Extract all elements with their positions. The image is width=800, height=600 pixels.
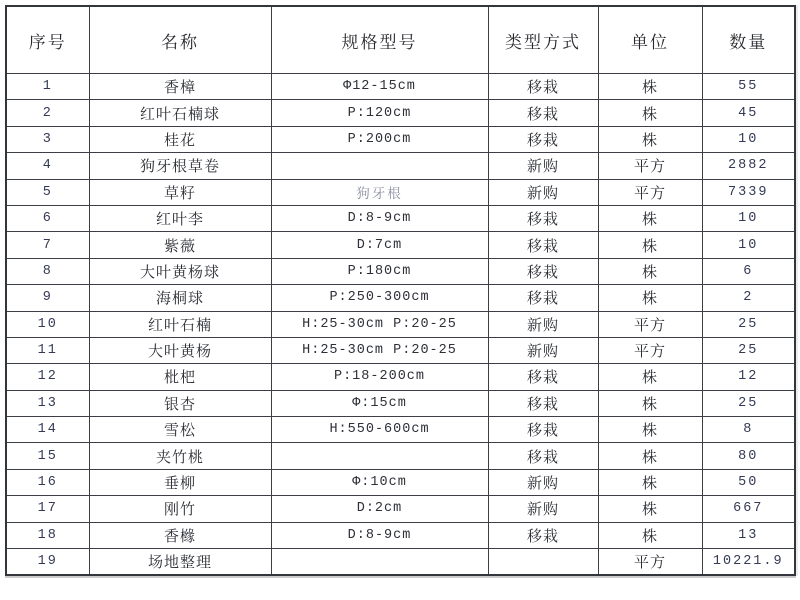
cell-name: 垂柳 [89, 469, 271, 495]
cell-index: 14 [6, 417, 89, 443]
table-row [6, 311, 795, 337]
cell-unit: 株 [598, 126, 702, 152]
table-row [6, 126, 795, 152]
cell-qty: 25 [702, 311, 795, 337]
cell-type: 新购 [488, 153, 598, 179]
table-row [6, 496, 795, 522]
table-row [6, 364, 795, 390]
cell-name: 红叶石楠球 [89, 100, 271, 126]
cell-name: 桂花 [89, 126, 271, 152]
cell-unit: 平方 [598, 549, 702, 576]
cell-name: 大叶黄杨 [89, 337, 271, 363]
cell-type: 移栽 [488, 417, 598, 443]
cell-spec: D:7cm [271, 232, 488, 258]
cell-type: 移栽 [488, 443, 598, 469]
cell-spec: P:18-200cm [271, 364, 488, 390]
cell-type: 移栽 [488, 100, 598, 126]
cell-unit: 株 [598, 364, 702, 390]
cell-unit: 平方 [598, 311, 702, 337]
cell-index: 16 [6, 469, 89, 495]
cell-spec: H:550-600cm [271, 417, 488, 443]
cell-name: 刚竹 [89, 496, 271, 522]
cell-index: 1 [6, 74, 89, 100]
cell-index: 3 [6, 126, 89, 152]
cell-spec [271, 443, 488, 469]
cell-unit: 株 [598, 285, 702, 311]
cell-unit: 平方 [598, 337, 702, 363]
cell-spec [271, 549, 488, 576]
cell-qty: 10221.9 [702, 549, 795, 576]
cell-name: 银杏 [89, 390, 271, 416]
table-row [6, 522, 795, 548]
cell-index: 12 [6, 364, 89, 390]
cell-qty: 50 [702, 469, 795, 495]
header-unit: 单位 [598, 6, 702, 74]
cell-name: 紫薇 [89, 232, 271, 258]
cell-qty: 12 [702, 364, 795, 390]
cell-type: 移栽 [488, 390, 598, 416]
cell-unit: 株 [598, 74, 702, 100]
cell-qty: 2 [702, 285, 795, 311]
cell-spec: D:2cm [271, 496, 488, 522]
table-row [6, 443, 795, 469]
header-qty: 数量 [702, 6, 795, 74]
header-type: 类型方式 [488, 6, 598, 74]
cell-spec: Φ:15cm [271, 390, 488, 416]
cell-unit: 株 [598, 522, 702, 548]
cell-spec: Φ12-15cm [271, 74, 488, 100]
cell-type: 新购 [488, 496, 598, 522]
header-spec: 规格型号 [271, 6, 488, 74]
cell-index: 13 [6, 390, 89, 416]
table-header [6, 6, 795, 74]
cell-name: 枇杷 [89, 364, 271, 390]
cell-index: 6 [6, 205, 89, 231]
cell-name: 香樟 [89, 74, 271, 100]
table-row [6, 100, 795, 126]
table-row [6, 258, 795, 284]
cell-unit: 株 [598, 417, 702, 443]
table-body [6, 74, 795, 576]
cell-qty: 667 [702, 496, 795, 522]
cell-qty: 10 [702, 232, 795, 258]
cell-name: 场地整理 [89, 549, 271, 576]
cell-qty: 80 [702, 443, 795, 469]
cell-unit: 株 [598, 496, 702, 522]
cell-name: 雪松 [89, 417, 271, 443]
cell-qty: 7339 [702, 179, 795, 205]
cell-index: 9 [6, 285, 89, 311]
cell-index: 17 [6, 496, 89, 522]
cell-type: 新购 [488, 179, 598, 205]
table-row [6, 337, 795, 363]
cell-type: 移栽 [488, 522, 598, 548]
cell-index: 7 [6, 232, 89, 258]
header-row [6, 6, 795, 74]
cell-qty: 8 [702, 417, 795, 443]
table-row [6, 417, 795, 443]
cell-index: 8 [6, 258, 89, 284]
cell-index: 11 [6, 337, 89, 363]
cell-unit: 株 [598, 205, 702, 231]
cell-spec: Φ:10cm [271, 469, 488, 495]
cell-name: 红叶石楠 [89, 311, 271, 337]
cell-unit: 株 [598, 390, 702, 416]
cell-unit: 株 [598, 469, 702, 495]
cell-type: 移栽 [488, 364, 598, 390]
cell-type: 移栽 [488, 258, 598, 284]
cell-qty: 25 [702, 337, 795, 363]
cell-spec: D:8-9cm [271, 205, 488, 231]
cell-spec: P:200cm [271, 126, 488, 152]
cell-unit: 株 [598, 100, 702, 126]
table-row [6, 469, 795, 495]
cell-qty: 10 [702, 205, 795, 231]
table-row [6, 74, 795, 100]
cell-qty: 13 [702, 522, 795, 548]
cell-spec [271, 153, 488, 179]
materials-table [5, 5, 796, 576]
cell-name: 草籽 [89, 179, 271, 205]
cell-qty: 10 [702, 126, 795, 152]
cell-type: 移栽 [488, 74, 598, 100]
cell-spec: H:25-30cm P:20-25 [271, 337, 488, 363]
header-name: 名称 [89, 6, 271, 74]
cell-type: 新购 [488, 469, 598, 495]
cell-qty: 2882 [702, 153, 795, 179]
cell-type: 移栽 [488, 126, 598, 152]
cell-index: 5 [6, 179, 89, 205]
cell-spec: 狗牙根 [271, 179, 488, 205]
table-row [6, 153, 795, 179]
cell-name: 香橼 [89, 522, 271, 548]
cell-type [488, 549, 598, 576]
cell-unit: 株 [598, 258, 702, 284]
cell-type: 移栽 [488, 285, 598, 311]
cell-index: 18 [6, 522, 89, 548]
cell-type: 移栽 [488, 205, 598, 231]
cell-unit: 平方 [598, 153, 702, 179]
cell-type: 新购 [488, 311, 598, 337]
cell-qty: 25 [702, 390, 795, 416]
cell-name: 海桐球 [89, 285, 271, 311]
cell-spec: P:250-300cm [271, 285, 488, 311]
cell-name: 红叶李 [89, 205, 271, 231]
cell-type: 移栽 [488, 232, 598, 258]
table-row [6, 179, 795, 205]
table-row [6, 232, 795, 258]
cell-spec: H:25-30cm P:20-25 [271, 311, 488, 337]
cell-spec: P:180cm [271, 258, 488, 284]
cell-unit: 平方 [598, 179, 702, 205]
header-index: 序号 [6, 6, 89, 74]
cell-unit: 株 [598, 443, 702, 469]
cell-index: 15 [6, 443, 89, 469]
cell-name: 狗牙根草卷 [89, 153, 271, 179]
cell-type: 新购 [488, 337, 598, 363]
cell-index: 10 [6, 311, 89, 337]
cell-index: 4 [6, 153, 89, 179]
cell-spec: D:8-9cm [271, 522, 488, 548]
table-row [6, 285, 795, 311]
cell-qty: 55 [702, 74, 795, 100]
cell-index: 19 [6, 549, 89, 576]
cell-qty: 45 [702, 100, 795, 126]
cell-spec: P:120cm [271, 100, 488, 126]
table-row [6, 390, 795, 416]
cell-unit: 株 [598, 232, 702, 258]
cell-qty: 6 [702, 258, 795, 284]
cell-index: 2 [6, 100, 89, 126]
cell-name: 大叶黄杨球 [89, 258, 271, 284]
cell-name: 夹竹桃 [89, 443, 271, 469]
table-row [6, 549, 795, 576]
table-row [6, 205, 795, 231]
